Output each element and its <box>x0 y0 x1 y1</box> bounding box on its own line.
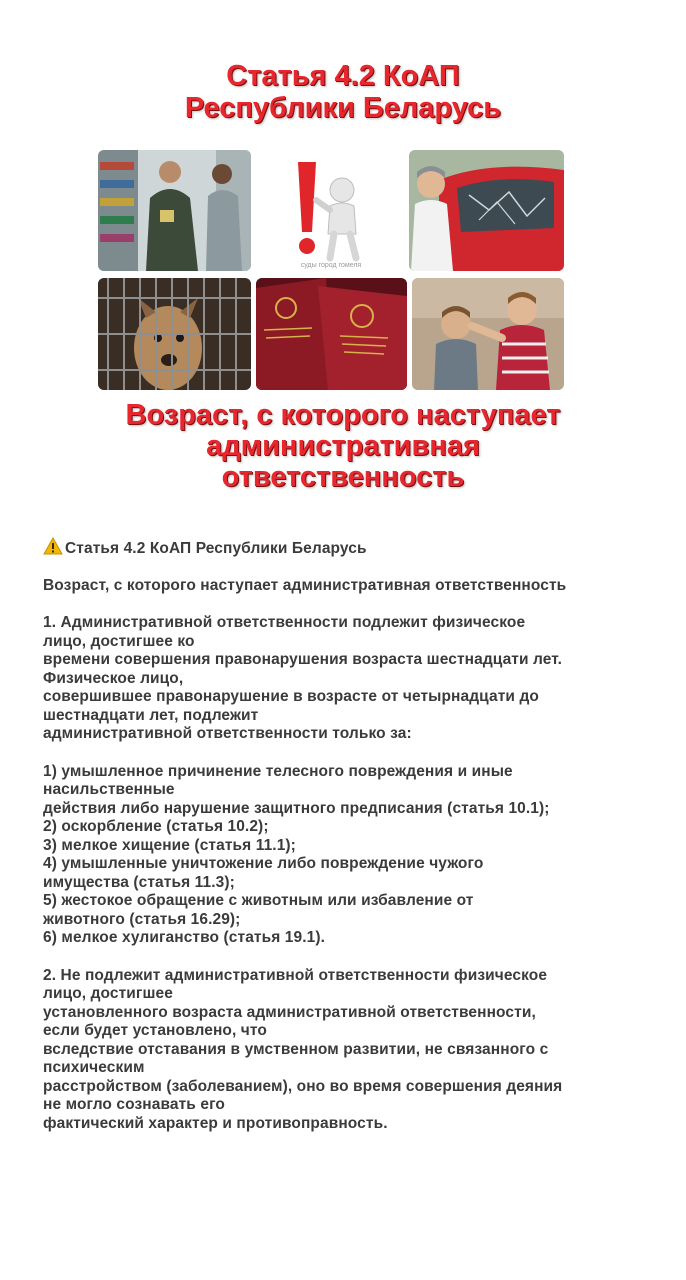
offense-list <box>43 763 673 948</box>
watermark-text: суды город гомеля <box>300 262 362 269</box>
list-item: действия либо нарушение защитного предписания (статья 10.1); <box>43 799 550 817</box>
paragraph-line: лицо, достигшее ко <box>43 632 195 650</box>
shoplifting-photo <box>98 150 251 271</box>
warning-icon <box>43 537 63 561</box>
article-subheading: Возраст, с которого наступает административная ответственность <box>43 576 567 594</box>
paragraph-line: административной ответственности только за: <box>43 725 412 742</box>
paragraph-line: шестнадцати лет, подлежит <box>43 706 259 724</box>
article-text <box>43 537 673 1133</box>
poster-subtitle-line-2: административная <box>206 430 480 462</box>
list-item: 1) умышленное причинение телесного повреждения и иные <box>43 762 513 780</box>
paragraph-line: лицо, достигшее <box>43 985 173 1002</box>
article-heading-text: Статья 4.2 КоАП Республики Беларусь <box>65 540 367 557</box>
list-item: 6) мелкое хулиганство (статья 19.1). <box>43 929 326 946</box>
list-item: 4) умышленные уничтожение либо повреждение чужого <box>43 855 484 872</box>
list-item: 3) мелкое хищение (статья 11.1); <box>43 836 296 854</box>
paragraph-line: вследствие отставания в умственном развитии, не связанного с <box>43 1040 549 1058</box>
paragraph-1 <box>43 614 673 744</box>
list-item: насильственные <box>43 781 175 798</box>
paragraph-2 <box>43 967 673 1134</box>
paragraph-line: психическим <box>43 1059 145 1076</box>
fighting-boys-photo <box>412 278 564 390</box>
list-item: животного (статья 16.29); <box>43 910 241 928</box>
paragraph-line: фактический характер и противоправность. <box>43 1114 388 1132</box>
poster-subtitle <box>0 400 686 493</box>
paragraph-line: 2. Не подлежит административной ответственности физическое <box>43 966 548 984</box>
exclamation-figure <box>258 150 404 271</box>
poster-subtitle-line-3: ответственность <box>221 461 465 493</box>
paragraph-line: 1. Административной ответственности подлежит физическое <box>43 614 526 631</box>
paragraph-line: не могло сознавать его <box>43 1096 225 1113</box>
list-item: имущества (статья 11.3); <box>43 873 235 891</box>
poster-title-line-1: Статья 4.2 КоАП <box>226 60 460 92</box>
caged-dog-photo <box>98 278 251 390</box>
paragraph-line: совершившее правонарушение в возрасте от четырнадцати до <box>43 688 539 705</box>
red-code-book-photo <box>256 278 407 390</box>
paragraph-line: Физическое лицо, <box>43 669 184 687</box>
poster-title <box>0 60 686 124</box>
list-item: 5) жестокое обращение с животным или избавление от <box>43 892 474 909</box>
paragraph-line: установленного возраста административной ответственности, <box>43 1003 536 1021</box>
list-item: 2) оскорбление (статья 10.2); <box>43 818 269 835</box>
article-heading <box>43 537 673 561</box>
paragraph-line: времени совершения правонарушения возраста шестнадцати лет. <box>43 651 563 668</box>
poster-title-line-2: Республики Беларусь <box>184 92 502 124</box>
paragraph-line: если будет установлено, что <box>43 1022 267 1039</box>
poster-subtitle-line-1: Возраст, с которого наступает <box>125 399 561 431</box>
paragraph-line: расстройством (заболеванием), оно во время совершения деяния <box>43 1077 563 1095</box>
broken-car-window-photo <box>409 150 564 271</box>
